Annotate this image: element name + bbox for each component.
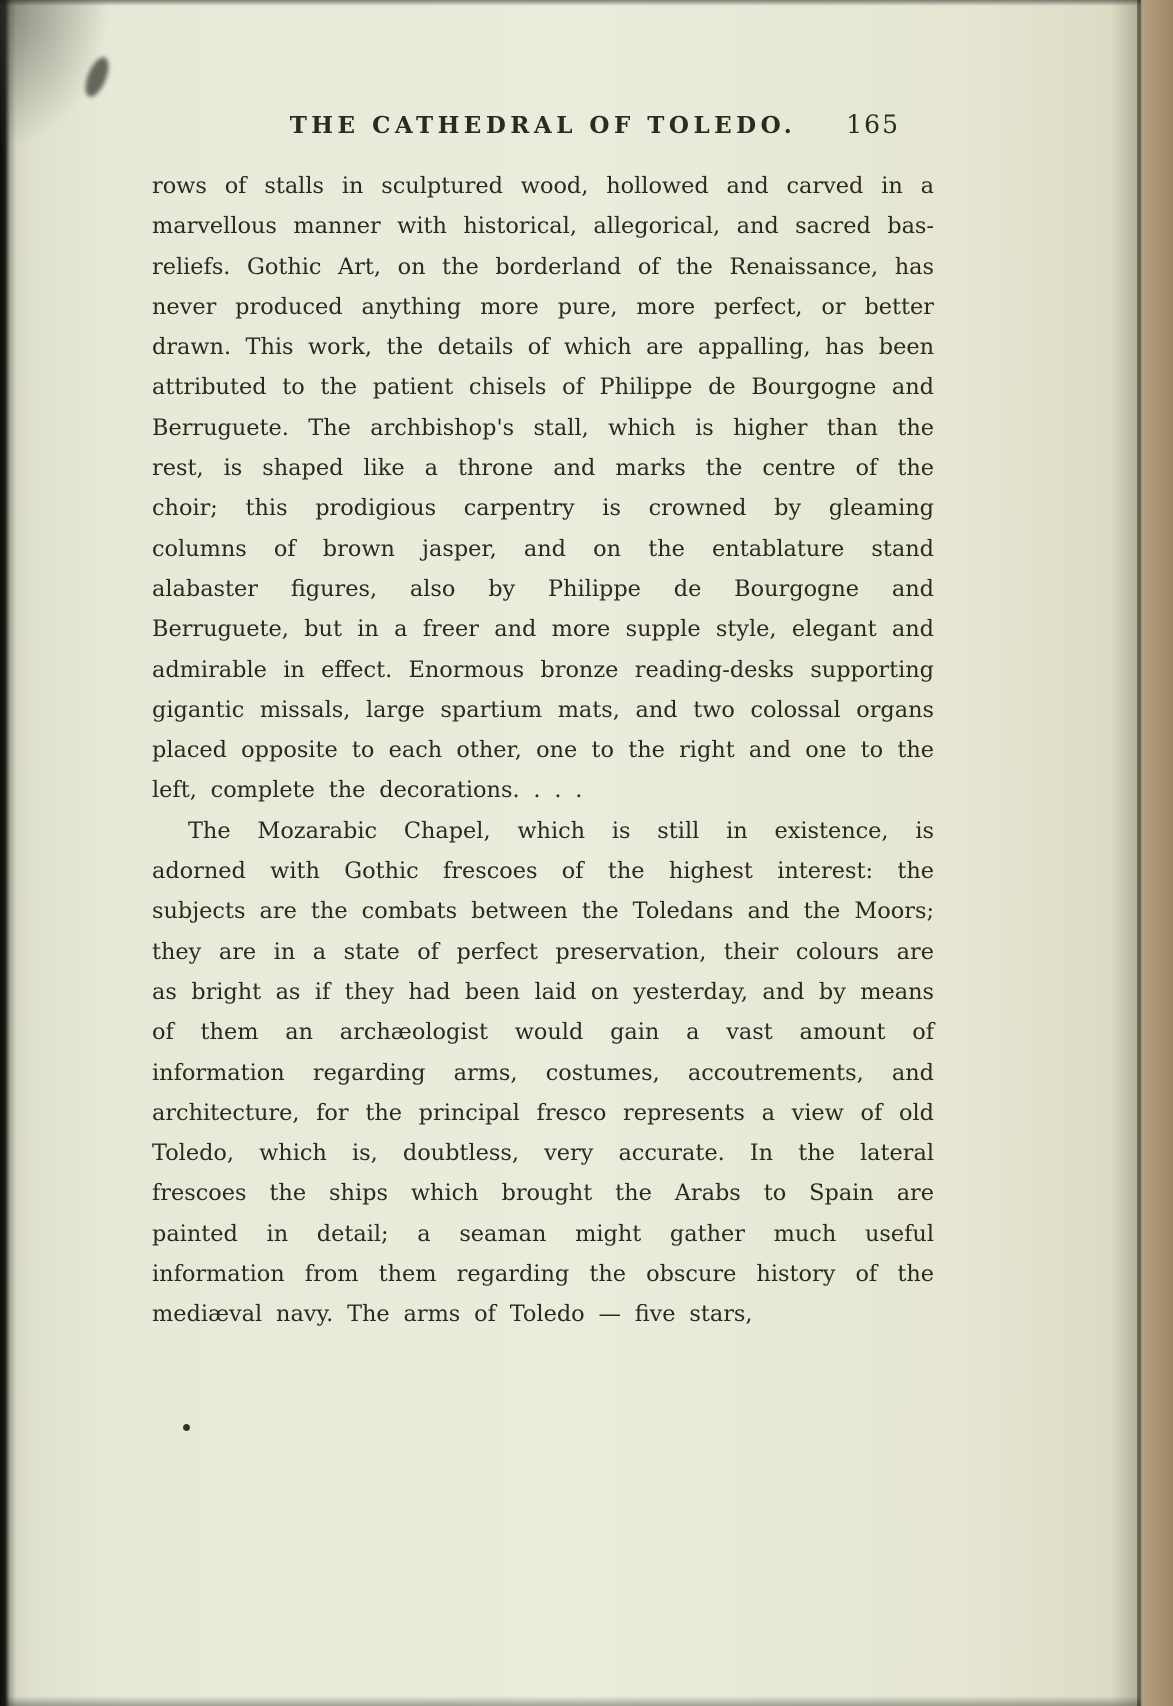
body-text bbox=[152, 166, 934, 1335]
running-head bbox=[152, 112, 934, 146]
scan-edge-right bbox=[1137, 0, 1173, 1706]
page-title: THE CATHEDRAL OF TOLEDO. bbox=[289, 112, 797, 139]
paragraph: The Mozarabic Chapel, which is still in existence, is adorned with Gothic frescoes of the highest interest: the subjects are the combats between the Toledans and the Moors; they are in a state of perfect preservation, their colours are as bright as if they had been laid on yesterday, and by means of them an archæologist would gain a vast amount of information regarding arms, costumes, accoutrements, and architecture, for the principal fresco represents a view of old Toledo, which is, doubtless, very accurate. In the lateral frescoes the ships which brought the Arabs to Spain are painted in detail; a seaman might gather much useful information from them regarding the obscure history of the mediæval navy. The arms of Toledo — five stars, bbox=[152, 817, 934, 1328]
scan-edge-top bbox=[0, 0, 1173, 6]
scan-gutter-shadow bbox=[1111, 0, 1137, 1706]
page-number: 165 bbox=[846, 110, 900, 139]
ink-dot bbox=[183, 1424, 190, 1431]
paragraph: rows of stalls in sculptured wood, hollowed and carved in a marvellous manner with historical, allegorical, and sacred bas-reliefs. Gothic Art, on the borderland of the Renaissance, has never produced anything more pure, more perfect, or better drawn. This work, the details of which are appalling, has been attributed to the patient chisels of Philippe de Bourgogne and Berruguete. The archbishop's stall, which is higher than the rest, is shaped like a throne and marks the centre of the choir; this prodigious carpentry is crowned by gleaming columns of brown jasper, and on the entablature stand alabaster figures, also by Philippe de Bourgogne and Berruguete, but in a freer and more supple style, elegant and admirable in effect. Enormous bronze reading-desks supporting gigantic missals, large spartium mats, and two colossal organs placed opposite to each other, one to the right and one to the left, complete the decorations. . . . bbox=[152, 173, 934, 804]
scan-edge-bottom bbox=[0, 1696, 1173, 1706]
scan-edge-left bbox=[0, 0, 16, 1706]
